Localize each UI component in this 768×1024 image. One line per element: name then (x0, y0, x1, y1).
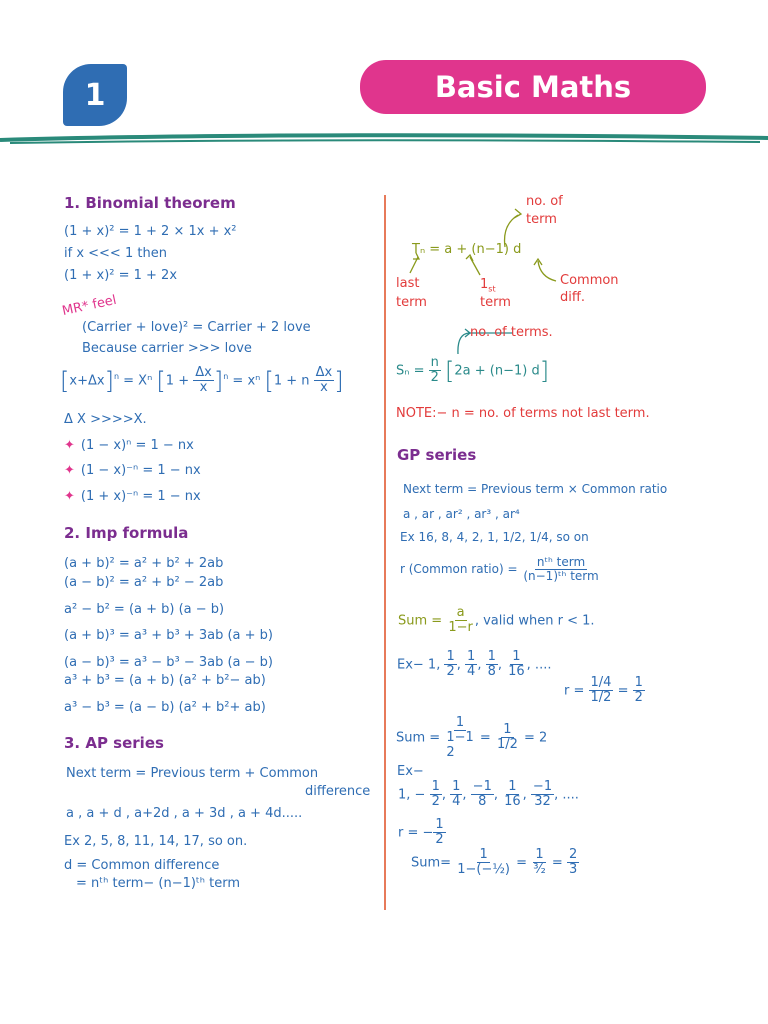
ap-common-difference: d = Common difference (64, 858, 220, 873)
mr-feel-note: MR* feel (60, 292, 118, 319)
sn-note: NOTE:− n = no. of terms not last term. (396, 406, 650, 421)
tn-first-label-2: term (480, 295, 511, 310)
binomial-line-1: (1 + x)² = 1 + 2 × 1x + x² (64, 224, 237, 239)
formula-7: a³ − b³ = (a − b) (a² + b²+ ab) (64, 700, 266, 715)
tn-common-label-2: diff. (560, 290, 585, 305)
ap-example: Ex 2, 5, 8, 11, 14, 17, so on. (64, 834, 248, 849)
tn-no-of-term-2: term (526, 212, 557, 227)
gp-example-1-sum: Sum = 1 1−1 2 = $\frac{1}{1/2}$ = 2 (396, 715, 548, 760)
tn-first-label: $1_{st}$ (480, 277, 496, 294)
chapter-number-badge: 1 (63, 64, 127, 126)
binomial-bullet-3: ✦ (1 + x)⁻ⁿ = 1 − nx (64, 489, 201, 504)
ap-next-term-cont: difference (305, 784, 371, 799)
formula-2: (a − b)² = a² + b² − 2ab (64, 575, 224, 590)
ap-series-heading: 3. AP series (64, 734, 164, 752)
formula-1: (a + b)² = a² + b² + 2ab (64, 556, 224, 571)
gp-example-2: 1, − $\frac{1}{2}$ , $\frac{1}{4}$ , $\frac{-1}{8}$ , $\frac{1}{16}$ , $\frac{-1}{32}$ , .... (398, 779, 579, 810)
ap-common-difference-def: = nᵗʰ term− (n−1)ᵗʰ term (76, 876, 241, 891)
sn-formula: Sₙ = $\frac{n}{2}$ [2a + (n−1) d] (396, 355, 550, 386)
gp-example-2-label: Ex− (397, 764, 424, 779)
tn-no-of-term: no. of (526, 194, 563, 209)
formula-3: a² − b² = (a + b) (a − b) (64, 602, 225, 617)
gp-example-2-sum: Sum= $\frac{1}{\text{1−(−½)}}$ = $\frac{1}{\text{³⁄₂}}$ = $\frac{2}{3}$ (411, 847, 578, 878)
sn-no-of-terms: no. of terms. (470, 325, 553, 340)
tn-last-label-2: term (396, 295, 427, 310)
gp-series-heading: GP series (397, 446, 477, 464)
formula-5: (a − b)³ = a³ − b³ − 3ab (a − b) (64, 655, 273, 670)
feel-line-2: Because carrier >>> love (82, 341, 252, 356)
ap-next-term: Next term = Previous term + Common (66, 766, 319, 781)
gp-sequence: a , ar , ar² , ar³ , ar⁴ (403, 507, 520, 521)
binomial-line-4: Δ X >>>>X. (64, 412, 147, 427)
gp-example-1: Ex− 1, $\frac{1}{2}$ , $\frac{1}{4}$ , $\frac{1}{8}$ , $\frac{1}{16}$ , .... (397, 649, 552, 680)
column-divider (384, 195, 386, 910)
binomial-bracket-expression: $[x+\Delta x]^n = X^n$ [1 + $\frac{\Delta x}{x}$ ]$^n$ = xⁿ [1 + n $\frac{\Delta x}{x}$ ] (60, 365, 344, 396)
tn-last-label: last (396, 276, 420, 291)
gp-example: Ex 16, 8, 4, 2, 1, 1/2, 1/4, so on (400, 530, 589, 544)
ap-sequence: a , a + d , a+2d , a + 3d , a + 4d..... (66, 806, 303, 821)
binomial-bullet-1: ✦ (1 − x)ⁿ = 1 − nx (64, 438, 194, 453)
page-title: Basic Maths (360, 60, 706, 114)
tn-common-label: Common (560, 273, 619, 288)
binomial-line-2: if x <<< 1 then (64, 246, 167, 261)
imp-formula-heading: 2. Imp formula (64, 524, 189, 542)
gp-next-term: Next term = Previous term × Common ratio (403, 482, 668, 496)
gp-sum-formula: Sum = $\frac{a}{1-r}$ , valid when r < 1. (398, 605, 595, 636)
binomial-bullet-2: ✦ (1 − x)⁻ⁿ = 1 − nx (64, 463, 201, 478)
binomial-line-3: (1 + x)² = 1 + 2x (64, 268, 178, 283)
feel-line-1: (Carrier + love)² = Carrier + 2 love (82, 320, 311, 335)
header-divider (0, 130, 768, 150)
formula-6: a³ + b³ = (a + b) (a² + b²− ab) (64, 673, 266, 688)
formula-4: (a + b)³ = a³ + b³ + 3ab (a + b) (64, 628, 273, 643)
tn-formula: Tₙ = a + (n−1) d (412, 242, 522, 257)
gp-example-1-ratio: r = $\frac{1/4}{1/2}$ = $\frac{1}{2}$ (564, 675, 643, 706)
binomial-heading: 1. Binomial theorem (64, 194, 236, 212)
gp-example-2-ratio: r = − $\frac{1}{2}$ (398, 817, 444, 848)
gp-common-ratio: r (Common ratio) = $\frac{\text{nᵗʰ term}}{\text{(n−1)ᵗʰ term}}$ (400, 555, 599, 584)
